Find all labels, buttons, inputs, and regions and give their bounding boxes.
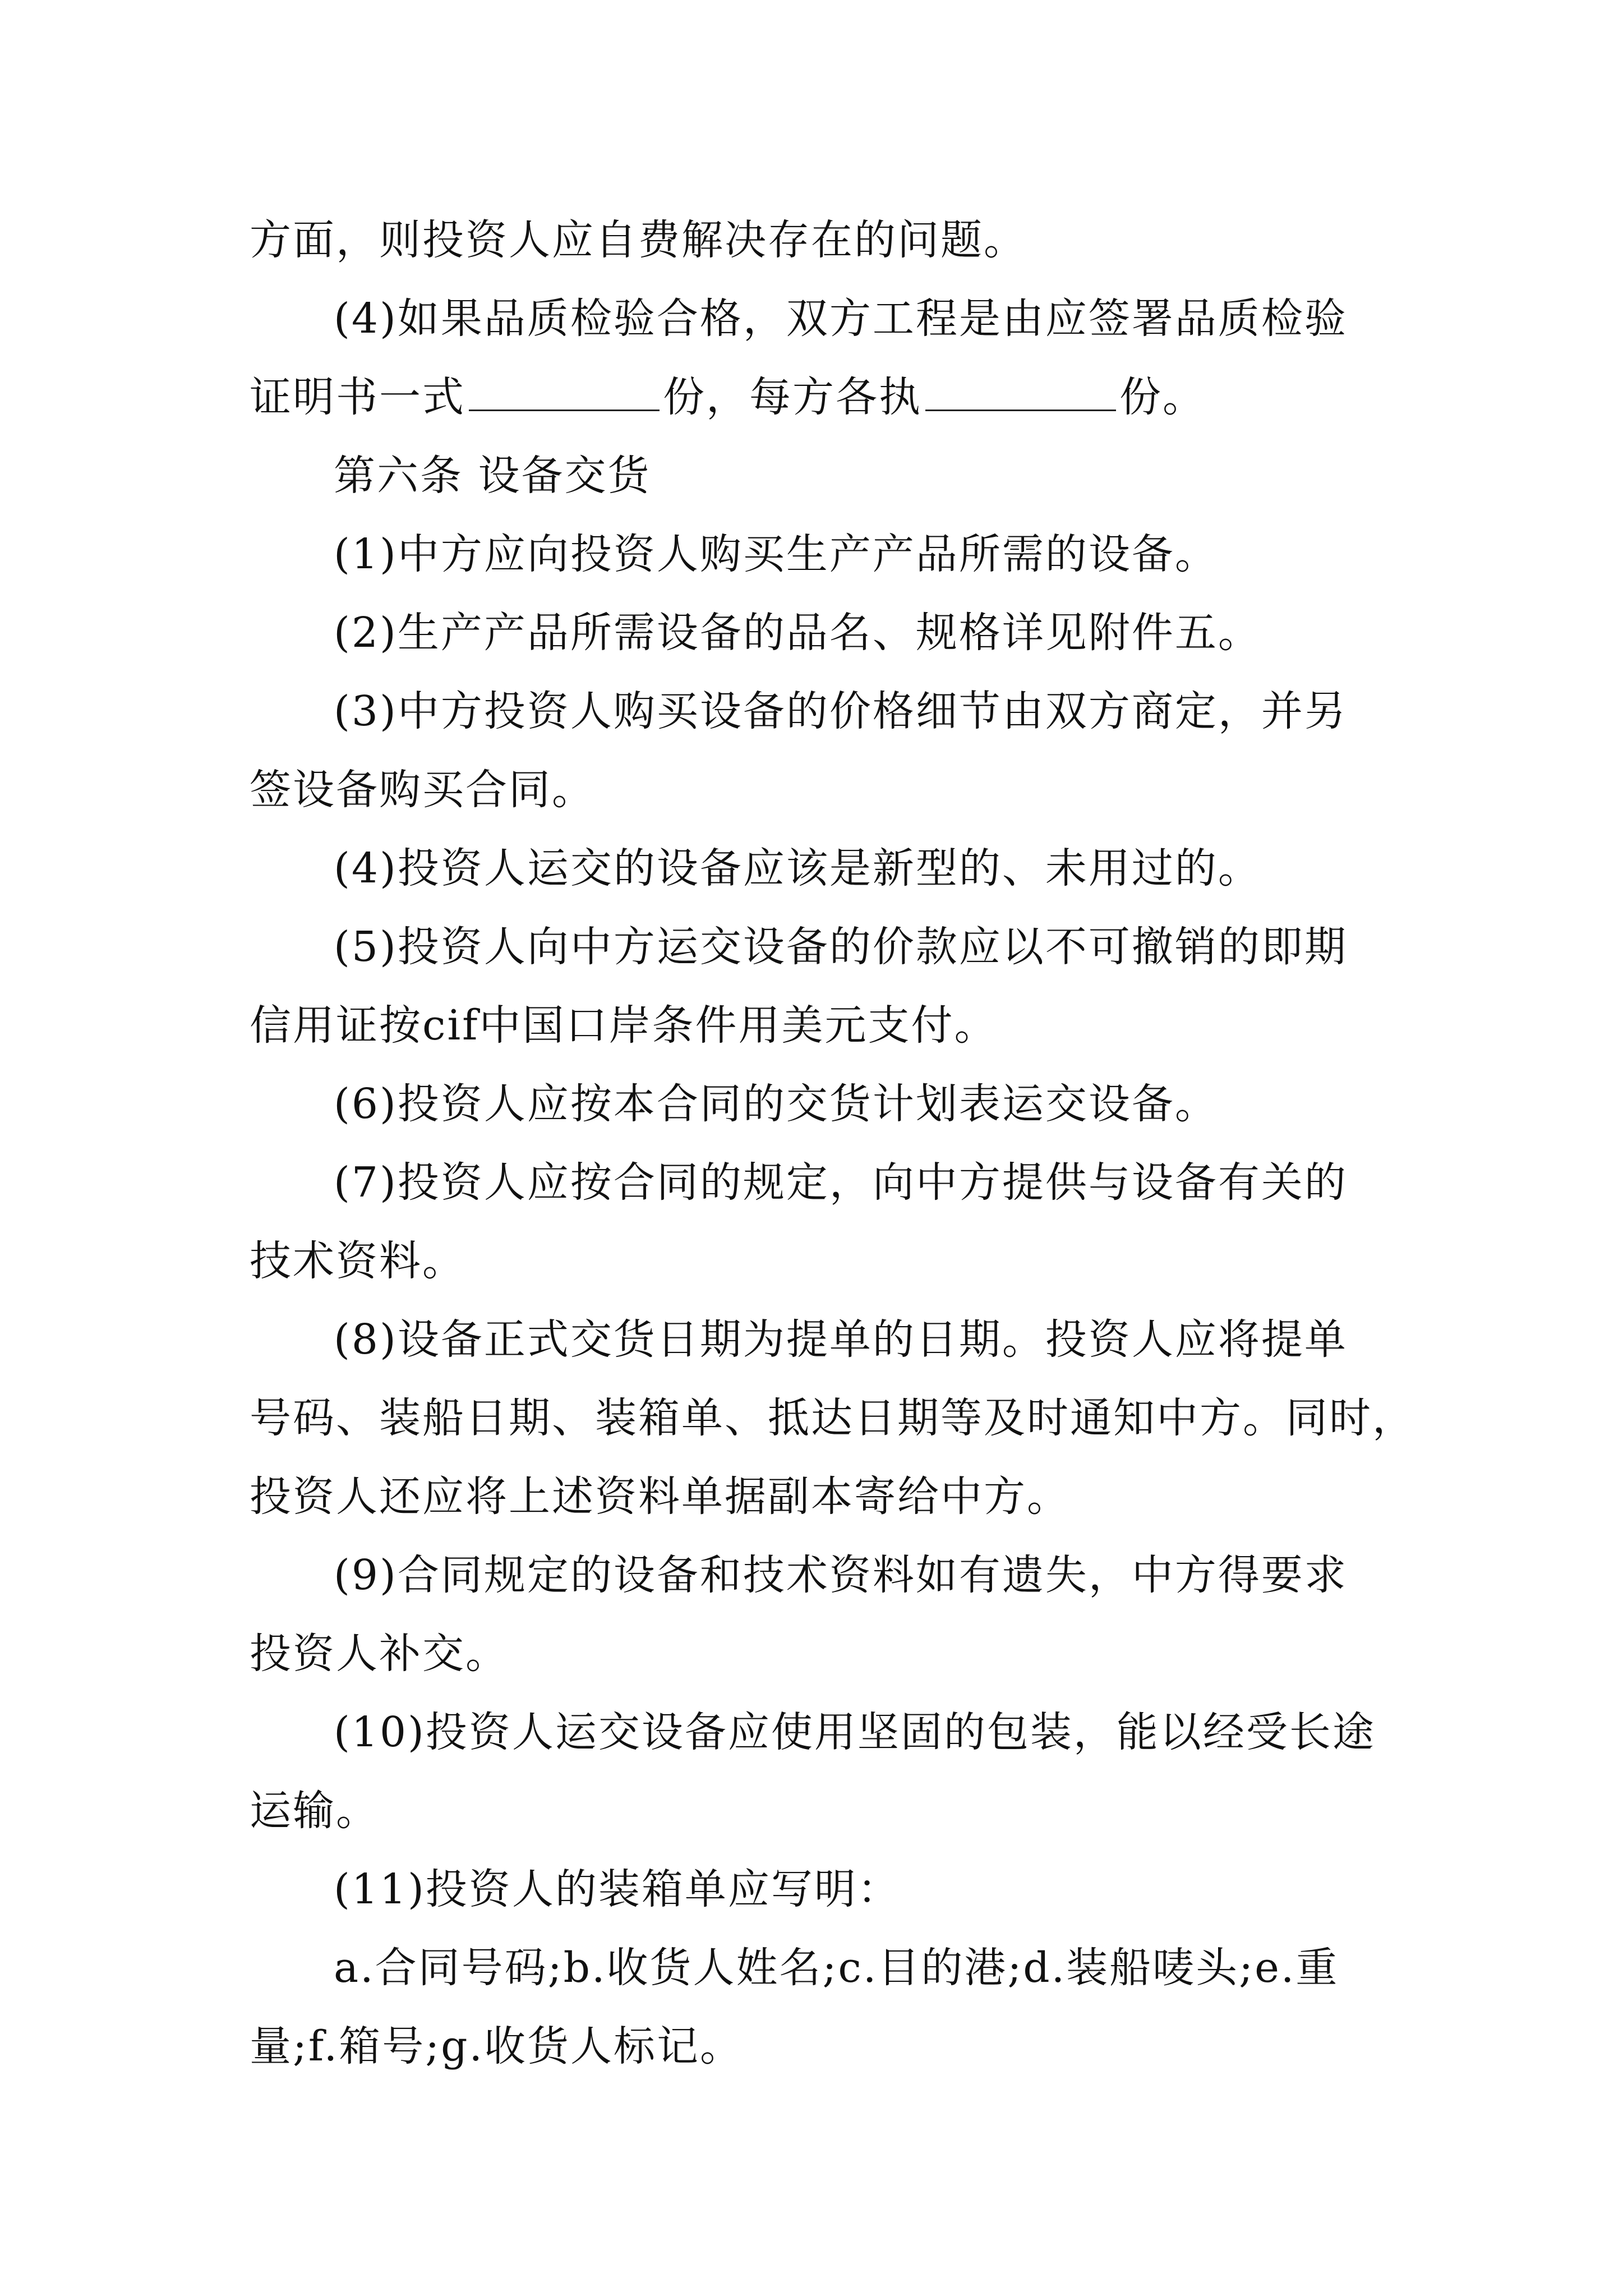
paragraph-line: (9)合同规定的设备和技术资料如有遗失，中方得要求 bbox=[334, 1551, 1348, 1599]
paragraph-line: (2)生产产品所需设备的品名、规格详见附件五。 bbox=[334, 609, 1261, 657]
paragraph-line: (4)如果品质检验合格，双方工程是由应签署品质检验 bbox=[334, 295, 1348, 343]
paragraph-line: (8)设备正式交货日期为提单的日期。投资人应将提单 bbox=[334, 1315, 1348, 1364]
fill-in-blank[interactable] bbox=[925, 370, 1116, 411]
paragraph-line: (3)中方投资人购买设备的价格细节由双方商定，并另 bbox=[334, 687, 1348, 735]
paragraph-line: 投资人还应将上述资料单据副本寄给中方。 bbox=[250, 1473, 1070, 1521]
text-segment: 份，每方各执 bbox=[663, 373, 922, 421]
text-segment: 份。 bbox=[1119, 373, 1206, 421]
fill-in-blank[interactable] bbox=[469, 370, 660, 411]
paragraph-line: a.合同号码;b.收货人姓名;c.目的港;d.装船唛头;e.重 bbox=[334, 1944, 1339, 1992]
paragraph-line: (7)投资人应按合同的规定，向中方提供与设备有关的 bbox=[334, 1158, 1348, 1207]
paragraph-line: 投资人补交。 bbox=[250, 1630, 509, 1678]
paragraph-line: 方面，则投资人应自费解决存在的问题。 bbox=[250, 216, 1027, 264]
paragraph-line: 签设备购买合同。 bbox=[250, 766, 595, 814]
paragraph-line: (4)投资人运交的设备应该是新型的、未用过的。 bbox=[334, 844, 1261, 892]
paragraph-line: (6)投资人应按本合同的交货计划表运交设备。 bbox=[334, 1080, 1218, 1128]
paragraph-line: (1)中方应向投资人购买生产产品所需的设备。 bbox=[334, 530, 1218, 578]
paragraph-line: (5)投资人向中方运交设备的价款应以不可撤销的即期 bbox=[334, 923, 1348, 971]
paragraph-line bbox=[250, 369, 1206, 425]
paragraph-line: (11)投资人的装箱单应写明： bbox=[334, 1865, 901, 1913]
text-segment: 证明书一式 bbox=[250, 373, 465, 421]
paragraph-line: 技术资料。 bbox=[250, 1237, 465, 1285]
paragraph-line: 量;f.箱号;g.收货人标记。 bbox=[250, 2022, 744, 2070]
section-heading: 第六条 设备交货 bbox=[334, 452, 651, 500]
paragraph-line: 号码、装船日期、装箱单、抵达日期等及时通知中方。同时， bbox=[250, 1394, 1415, 1442]
paragraph-line: (10)投资人运交设备应使用坚固的包装，能以经受长途 bbox=[334, 1708, 1376, 1756]
paragraph-line: 信用证按cif中国口岸条件用美元支付。 bbox=[250, 1001, 998, 1050]
paragraph-line: 运输。 bbox=[250, 1787, 379, 1835]
